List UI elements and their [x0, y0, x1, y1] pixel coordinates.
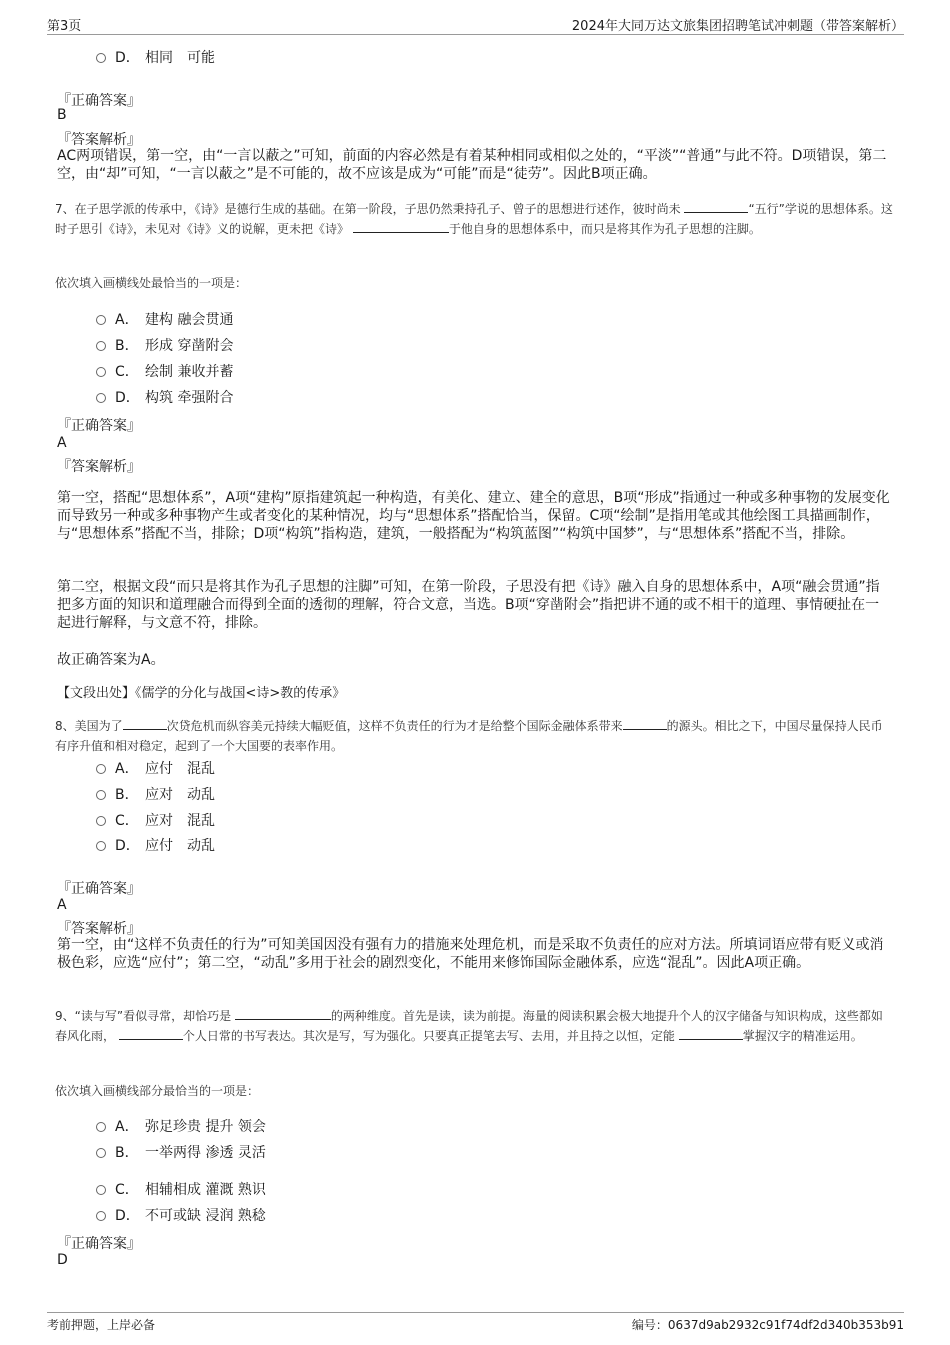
option-key: B．: [115, 338, 139, 354]
page-number: 第3页: [47, 19, 82, 34]
option-key: C．: [115, 364, 139, 380]
q7-analysis-conclusion: 故正确答案为A。: [57, 652, 165, 668]
q6-analysis-label: 『答案解析』: [57, 132, 141, 148]
option-key: B．: [115, 787, 139, 803]
radio-icon[interactable]: [96, 315, 106, 325]
radio-icon[interactable]: [96, 1148, 106, 1158]
document-title: 2024年大同万达文旅集团招聘笔试冲刺题（带答案解析）: [571, 19, 904, 34]
option-text: 建构 融会贯通: [145, 312, 234, 328]
option-key: D．: [115, 50, 140, 66]
page-footer: [47, 1312, 904, 1335]
q9-answer-label: 『正确答案』: [57, 1236, 141, 1252]
q8-answer: A: [57, 897, 67, 913]
option-text: 一举两得 渗透 灵活: [145, 1145, 266, 1161]
option-text: 相同 可能: [145, 50, 215, 66]
option-text: 绘制 兼收并蓄: [145, 364, 234, 380]
radio-icon[interactable]: [96, 1122, 106, 1132]
q8-analysis: 第一空，由“这样不负责任的行为”可知美国因没有强有力的措施来处理危机，而是采取不负责任的应对方法。所填词语应带有贬义或消极色彩，应选“应付”；第二空，“动乱”多用于社会的剧烈变化，不能用来修饰国际金融体系，应选“混乱”。因此A项正确。: [57, 937, 884, 971]
option-key: C．: [115, 1182, 139, 1198]
option-text: 形成 穿凿附会: [145, 338, 234, 354]
radio-icon[interactable]: [96, 1185, 106, 1195]
option-key: D．: [115, 390, 140, 406]
q6-answer-label: 『正确答案』: [57, 93, 141, 109]
option-key: C．: [115, 813, 139, 829]
radio-icon[interactable]: [96, 764, 106, 774]
q7-stem: 7、在子思学派的传承中，《诗》是德行生成的基础。在第一阶段，子思仍然秉持孔子、曾子的思想进行述作，彼时尚未 “五行”学说的思想体系。这时子思引《诗》，未见对《诗》义的说解，更未把《诗》 于他自身的思想体系中，而只是将其作为孔子思想的注脚。: [55, 199, 893, 239]
q6-answer: B: [57, 107, 67, 123]
radio-icon[interactable]: [96, 367, 106, 377]
option-text: 不可或缺 浸润 熟稔: [145, 1208, 266, 1224]
q7-source: 【文段出处】《儒学的分化与战国<诗>教的传承》: [57, 686, 346, 701]
option-text: 构筑 牵强附合: [145, 390, 234, 406]
q9-stem: 9、“读与写”看似寻常，却恰巧是 的两种维度。首先是读，读为前提。海量的阅读积累会极大地提升个人的汉字储备与知识构成，这些都如春风化雨， 个人日常的书写表达。其次是写，写为强化。只要真正提笔去写、去用，并且持之以恒，定能 掌握汉字的精准运用。: [55, 1006, 893, 1046]
radio-icon[interactable]: [96, 1211, 106, 1221]
q7-analysis-paragraph-2: 第二空，根据文段“而只是将其作为孔子思想的注脚”可知，在第一阶段，子思没有把《诗》融入自身的思想体系中，A项“融会贯通”指把多方面的知识和道理融合而得到全面的透彻的理解，符合文意，当选。B项“穿凿附会”指把讲不通的或不相干的道理、事情硬扯在一起进行解释，与文意不符，排除。: [57, 579, 880, 631]
option-text: 弥足珍贵 提升 领会: [145, 1119, 266, 1135]
q7-answer: A: [57, 435, 67, 451]
option-text: 应对 混乱: [145, 813, 215, 829]
option-text: 应付 动乱: [145, 838, 215, 854]
q9-prompt: 依次填入画横线部分最恰当的一项是：: [55, 1084, 260, 1098]
radio-icon[interactable]: [96, 841, 106, 851]
option-key: B．: [115, 1145, 139, 1161]
radio-icon[interactable]: [96, 53, 106, 63]
q7-analysis-paragraph-1: 第一空，搭配“思想体系”，A项“建构”原指建筑起一种构造，有美化、建立、建全的意思，B项“形成”指通过一种或多种事物的发展变化而导致另一种或多种事物产生或者变化的某种情况，均与“思想体系”搭配恰当，保留。C项“绘制”是指用笔或其他绘图工具描画制作，与“思想体系”搭配不当，排除；D项“构筑”指构造，建筑，一般搭配为“构筑蓝图”“构筑中国梦”，与“思想体系”搭配不当，排除。: [57, 490, 890, 542]
option-key: A．: [115, 761, 139, 777]
radio-icon[interactable]: [96, 790, 106, 800]
option-key: D．: [115, 1208, 140, 1224]
q6-analysis: AC两项错误，第一空，由“一言以蔽之”可知，前面的内容必然是有着某种相同或相似之处的，“平淡”“普通”与此不符。D项错误，第二空，由“却”可知，“一言以蔽之”是不可能的，故不应该是成为“可能”而是“徒劳”。因此B项正确。: [57, 148, 887, 182]
option-text: 应付 混乱: [145, 761, 215, 777]
q7-analysis-label: 『答案解析』: [57, 459, 141, 475]
radio-icon[interactable]: [96, 393, 106, 403]
footer-slogan: 考前押题，上岸必备: [47, 1318, 156, 1332]
page-header: [47, 14, 904, 35]
option-key: A．: [115, 1119, 139, 1135]
option-key: D．: [115, 838, 140, 854]
q9-answer: D: [57, 1252, 68, 1268]
radio-icon[interactable]: [96, 341, 106, 351]
option-text: 应对 动乱: [145, 787, 215, 803]
q7-prompt: 依次填入画横线处最恰当的一项是：: [55, 276, 248, 290]
document-code: 编号：0637d9ab2932c91f74df2d340b353b91: [631, 1318, 904, 1332]
q8-analysis-label: 『答案解析』: [57, 921, 141, 937]
q8-answer-label: 『正确答案』: [57, 881, 141, 897]
q8-stem: 8、美国为了 次贷危机而纵容美元持续大幅贬值，这样不负责任的行为才是给整个国际金融体系带来 的源头。相比之下，中国尽量保持人民币有序升值和相对稳定，起到了一个大国要的表率作用。: [55, 716, 893, 756]
option-text: 相辅相成 灌溉 熟识: [145, 1182, 266, 1198]
radio-icon[interactable]: [96, 816, 106, 826]
option-key: A．: [115, 312, 139, 328]
q7-answer-label: 『正确答案』: [57, 418, 141, 434]
